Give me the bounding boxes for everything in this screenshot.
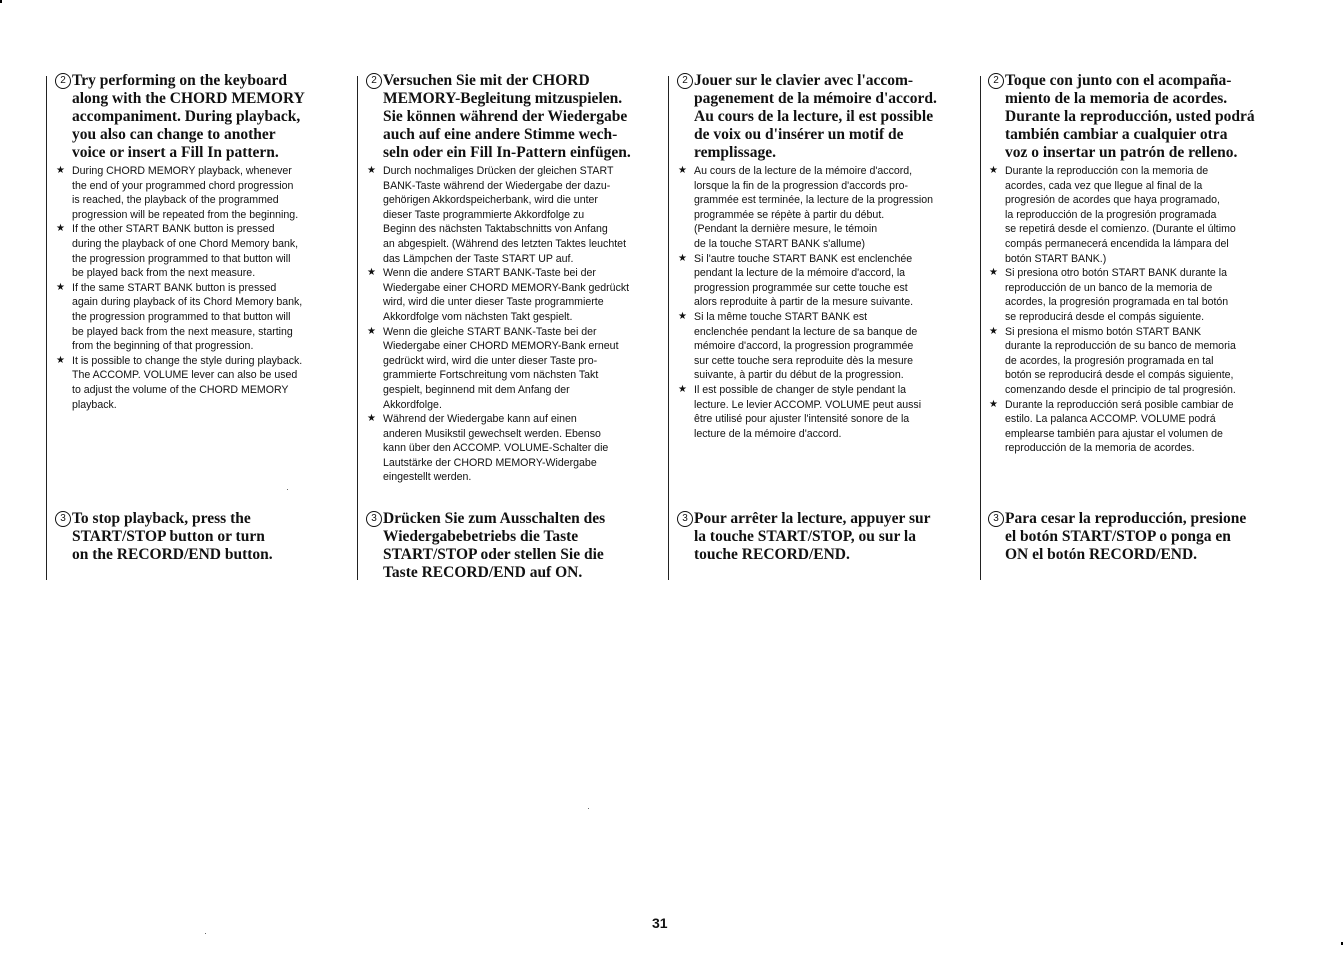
step-number-circle: 2 <box>54 72 72 90</box>
list-item: ★ Durante la reproducción con la memoria de acordes, cada vez que llegue al final de la progresión de acordes que haya programado, la reproducción de la progresión programada se repetirá desde el comienzo. (Durante el último compás permanecerá encendida la lámpara del botón START BANK.) <box>989 165 1236 265</box>
list-item: ★ Au cours de la lecture de la mémoire d'accord, lorsque la fin de la progression d'accords pro- grammée est terminée, la lecture de la progression programmée se répète à partir du début. (Pendant la dernière mesure, le témoin de la touche START BANK s'allume) <box>678 165 934 250</box>
star-icon: ★ <box>56 223 65 235</box>
step-number-circle: 3 <box>54 510 72 528</box>
list-item: ★ If the other START BANK button is pressed during the playback of one Chord Memory bank, the progression programmed to that button will be played back from the next measure. <box>56 223 299 280</box>
bullet-list <box>987 164 1287 456</box>
page-number: 31 <box>652 915 668 931</box>
speck <box>205 933 206 934</box>
step-number-circle: 3 <box>987 510 1005 528</box>
star-icon: ★ <box>56 165 65 176</box>
column-divider <box>357 76 358 580</box>
list-item: ★ Si presiona otro botón START BANK durante la reproducción de un banco de la memoria de acordes, la progresión programada en tal botón se reproducirá desde el compás siguiente. <box>989 267 1229 323</box>
star-icon: ★ <box>367 165 376 176</box>
list-item: ★ Durante la reproducción será posible cambiar de estilo. La palanca ACCOMP. VOLUME podrá emplearse también para ajustar el volumen de reproducción de la memoria de acordes. <box>989 398 1234 455</box>
column-english: 2 Try performing on the keyboard along with the CHORD MEMORY accompaniment. During playback, you also can change to another voice or insert a Fill In pattern. ★ During CHORD MEMORY playback, whenever the end of your programmed chord progression is reached, the playback of the programmed progression will be repeated from the beginning. ★ If the other START BANK button is pressed during the playback of one Chord Memory bank, the progression programmed to that button will be played back from the next measure. ★ If the same START BANK button is pressed again during playback of its Chord Memory bank, the progression programmed to that button will be played back from the next measure, starting from the beginning of that progression. ★ It is possible to change the style during playback. The ACCOMP. VOLUME lever can also be used to adjust the volume of the CHORD MEMORY playback. 3 To stop playback, press the START/STOP button or turn on the RECORD/END button. <box>54 72 354 592</box>
star-icon: ★ <box>678 165 687 176</box>
star-icon: ★ <box>367 413 376 425</box>
step-number-circle: 3 <box>676 510 694 528</box>
corner-mark-bottom-right <box>1341 942 1343 945</box>
list-item: ★ If the same START BANK button is pressed again during playback of its Chord Memory bank, the progression programmed to that button will be played back from the next measure, starting from the beginning of that progression. <box>56 281 303 353</box>
step-number-circle: 2 <box>365 72 383 90</box>
star-icon: ★ <box>367 267 376 279</box>
step-number-circle: 2 <box>987 72 1005 90</box>
star-icon: ★ <box>56 281 65 293</box>
step-number-circle: 3 <box>365 510 383 528</box>
column-divider <box>980 76 981 580</box>
star-icon: ★ <box>678 252 687 264</box>
column-german: 2 Versuchen Sie mit der CHORD MEMORY-Begleitung mitzuspielen. Sie können während der Wiedergabe auch auf eine andere Stimme wech- seln oder ein Fill In-Pattern einfügen. ★ Durch nochmaliges Drücken der gleichen START BANK-Taste während der Wiedergabe der dazu- gehörigen Akkordspeicherbank, wird die unter dieser Taste programmierte Akkordfolge zu Beginn des nächsten Taktabschnitts von Anfang an abgespielt. (Während des letzten Taktes leuchtet das Lämpchen der Taste START UP auf. ★ Wenn die andere START BANK-Taste bei der Wiedergabe einer CHORD MEMORY-Bank gedrückt wird, wird die unter dieser Taste programmierte Akkordfolge vom nächsten Takt gespielt. ★ Wenn die gleiche START BANK-Taste bei der Wiedergabe einer CHORD MEMORY-Bank erneut gedrückt wird, wird die unter dieser Taste pro- grammierte Fortschreitung vom nächsten Takt gespielt, beginnend mit dem Anfang der Akkordfolge. ★ Während der Wiedergabe kann auf einen anderen Musikstil gewechselt werden. Ebenso kann über den ACCOMP. VOLUME-Schalter die Lautstärke der CHORD MEMORY-Widergabe eingestellt werden. 3 Drücken Sie zum Ausschalten des Wiedergabebetriebs die Taste START/STOP oder stellen Sie die Taste RECORD/END auf ON. <box>365 72 667 592</box>
star-icon: ★ <box>56 354 65 366</box>
star-icon: ★ <box>989 267 998 279</box>
list-item: ★ Während der Wiedergabe kann auf einen anderen Musikstil gewechselt werden. Ebenso kann über den ACCOMP. VOLUME-Schalter die Lautstärke der CHORD MEMORY-Widergabe eingestellt werden. <box>367 413 609 484</box>
list-item: ★ Si presiona el mismo botón START BANK durante la reproducción de su banco de memoria de acordes, la progresión programada en tal botón se reproducirá desde el compás siguiente, comenzando desde el principio de tal progresión. <box>989 325 1236 396</box>
bullet-list <box>676 164 978 441</box>
column-french: 2 Jouer sur le clavier avec l'accom- pagenement de la mémoire d'accord. Au cours de la lecture, il est possible de voix ou d'insérer un motif de remplissage. ★ Au cours de la lecture de la mémoire d'accord, lorsque la fin de la progression d'accords pro- grammée est terminée, la lecture de la progression programmée se répète à partir du début. (Pendant la dernière mesure, le témoin de la touche START BANK s'allume) ★ Si l'autre touche START BANK est enclenchée pendant la lecture de la mémoire d'accord, la progression programmée sur cette touche est alors reproduite à partir de la mesure suivante. ★ Si la même touche START BANK est enclenchée pendant la lecture de sa banque de mémoire d'accord, la progression programmée sur cette touche sera reproduite dès la mesure suivante, à partir du début de la progression. ★ Il est possible de changer de style pendant la lecture. Le levier ACCOMP. VOLUME peut aussi être utilisé pour ajuster l'intensité sonore de la lecture de la mémoire d'accord. 3 Pour arrêter la lecture, appuyer sur la touche START/STOP, ou sur la touche RECORD/END. <box>676 72 978 592</box>
column-spanish: 2 Toque con junto con el acompaña- miento de la memoria de acordes. Durante la reproducción, usted podrá también cambiar a cualquier otra voz o insertar un patrón de relleno. ★ Durante la reproducción con la memoria de acordes, cada vez que llegue al final de la progresión de acordes que haya programado, la reproducción de la progresión programada se repetirá desde el comienzo. (Durante el último compás permanecerá encendida la lámpara del botón START BANK.) ★ Si presiona otro botón START BANK durante la reproducción de un banco de la memoria de acordes, la progresión programada en tal botón se reproducirá desde el compás siguiente. ★ Si presiona el mismo botón START BANK durante la reproducción de su banco de memoria de acordes, la progresión programada en tal botón se reproducirá desde el compás siguiente, comenzando desde el principio de tal progresión. ★ Durante la reproducción será posible cambiar de estilo. La palanca ACCOMP. VOLUME podrá emplearse también para ajustar el volumen de reproducción de la memoria de acordes. 3 Para cesar la reproducción, presione el botón START/STOP o ponga en ON el botón RECORD/END. <box>987 72 1287 592</box>
bullet-list <box>365 164 667 485</box>
star-icon: ★ <box>678 383 687 395</box>
list-item: ★ Durch nochmaliges Drücken der gleichen START BANK-Taste während der Wiedergabe der dazu- gehörigen Akkordspeicherbank, wird die unter dieser Taste programmierte Akkordfolge zu Beginn des nächsten Taktabschnitts von Anfang an abgespielt. (Während des letzten Taktes leuchtet das Lämpchen der Taste START UP auf. <box>367 165 627 265</box>
corner-mark-top-left <box>0 0 2 3</box>
list-item: ★ Si l'autre touche START BANK est enclenchée pendant la lecture de la mémoire d'accord, la progression programmée sur cette touche est alors reproduite à partir de la mesure suivante. <box>678 252 914 309</box>
list-item: ★ Il est possible de changer de style pendant la lecture. Le levier ACCOMP. VOLUME peut aussi être utilisé pour ajuster l'intensité sonore de la lecture de la mémoire d'accord. <box>678 383 922 440</box>
list-item: ★ It is possible to change the style during playback. The ACCOMP. VOLUME lever can also be used to adjust the volume of the CHORD MEMORY playback. <box>56 354 303 411</box>
star-icon: ★ <box>367 325 376 337</box>
star-icon: ★ <box>678 310 687 322</box>
star-icon: ★ <box>989 165 998 176</box>
step-number-circle: 2 <box>676 72 694 90</box>
column-divider <box>46 76 47 580</box>
bullet-list <box>54 164 354 412</box>
list-item: ★ Si la même touche START BANK est enclenchée pendant la lecture de sa banque de mémoire d'accord, la progression programmée sur cette touche sera reproduite dès la mesure suivante, à partir du début de la progression. <box>678 310 918 382</box>
speck <box>588 808 589 809</box>
star-icon: ★ <box>989 325 998 337</box>
list-item: ★ Wenn die gleiche START BANK-Taste bei der Wiedergabe einer CHORD MEMORY-Bank erneut gedrückt wird, wird die unter dieser Taste pro- grammierte Fortschreitung vom nächsten Takt gespielt, beginnend mit dem Anfang der Akkordfolge. <box>367 325 619 411</box>
list-item: ★ Wenn die andere START BANK-Taste bei der Wiedergabe einer CHORD MEMORY-Bank gedrückt wird, wird die unter dieser Taste programmierte Akkordfolge vom nächsten Takt gespielt. <box>367 267 630 323</box>
list-item: ★ During CHORD MEMORY playback, whenever the end of your programmed chord progression is reached, the playback of the programmed progression will be repeated from the beginning. <box>56 165 299 221</box>
star-icon: ★ <box>989 398 998 410</box>
column-divider <box>668 76 669 580</box>
